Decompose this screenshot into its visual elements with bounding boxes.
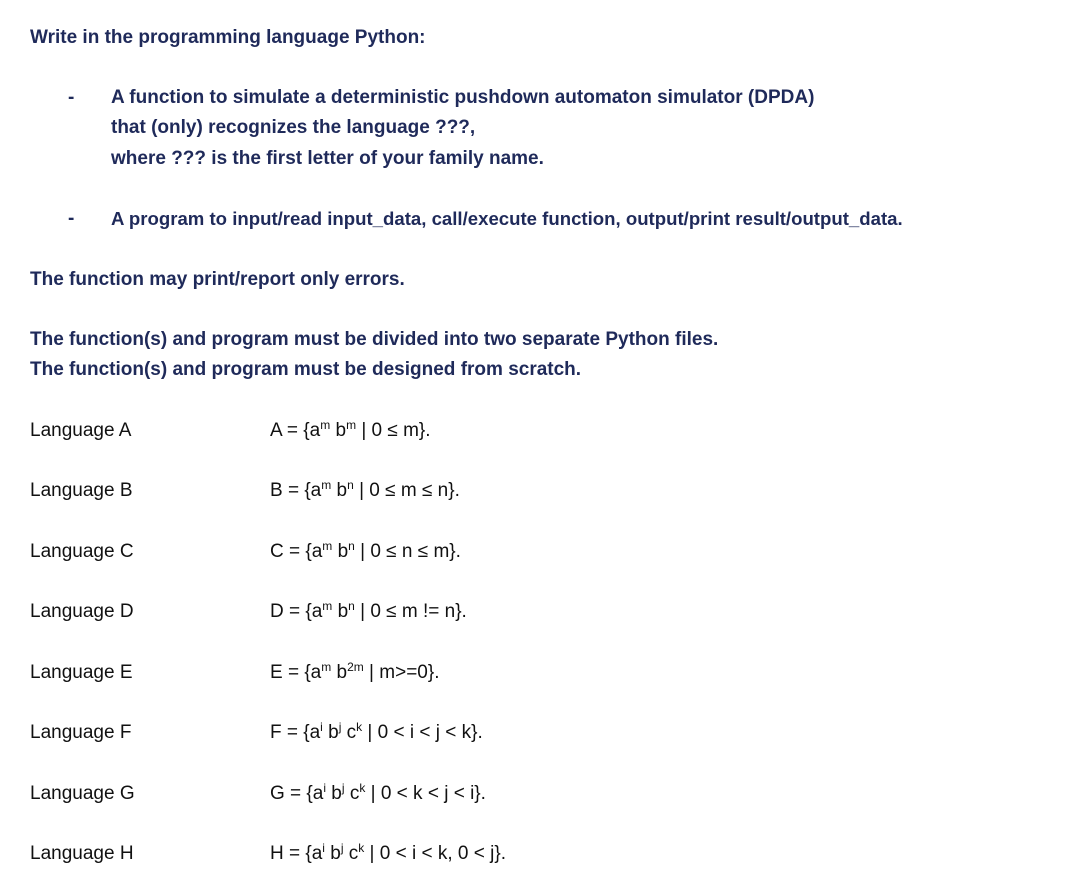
language-name-f: Language F [30,722,132,743]
bullet-1-line-1: A function to simulate a deterministic pushdown automaton simulator (DPDA) [111,87,815,108]
language-name-a: Language A [30,420,132,441]
bullet-1-line-3: where ??? is the first letter of your family name. [111,148,544,169]
note-errors: The function may print/report only errors. [30,269,405,290]
language-definition-c: $C = \{a^m$ $b^n$ | 0 ≤ n ≤ m}. [270,539,461,562]
language-name-g: Language G [30,783,135,804]
language-definition-g: $G = \{a^i$ $b^j$ $c^k$ | 0 < k < j < i}. [270,781,486,804]
language-name-d: Language D [30,601,134,622]
language-definition-d: $D = \{a^m$ $b^n$ | 0 ≤ m != n}. [270,599,467,622]
language-name-b: Language B [30,480,133,501]
note-separate-files: The function(s) and program must be divided into two separate Python files. [30,329,719,350]
bullet-dash-2: - [68,208,75,229]
language-definition-h: $H = \{a^i$ $b^j$ $c^k$ | 0 < i < k, 0 < j}. [270,841,506,864]
note-from-scratch: The function(s) and program must be designed from scratch. [30,359,582,380]
language-name-c: Language C [30,541,134,562]
bullet-2-line-1: A program to input/read input_data, call/execute function, output/print result/output_data. [111,208,903,229]
language-definition-f: $F = \{a^i$ $b^j$ $c^k$ | 0 < i < j < k}. [270,720,483,743]
language-name-h: Language H [30,843,134,864]
language-name-e: Language E [30,662,133,683]
language-definition-a: $A = \{a^m$ $b^m$ | 0 ≤ m}. [270,418,431,441]
assignment-heading: Write in the programming language Python: [30,27,426,48]
bullet-1-line-2: that (only) recognizes the language ???, [111,117,476,138]
language-definition-e: $E = \{a^m$ $b^{2m}$ | m>=0}. [270,660,440,683]
language-definition-b: $B = \{a^m$ $b^n$ | 0 ≤ m ≤ n}. [270,478,460,501]
bullet-dash-1: - [68,87,75,108]
